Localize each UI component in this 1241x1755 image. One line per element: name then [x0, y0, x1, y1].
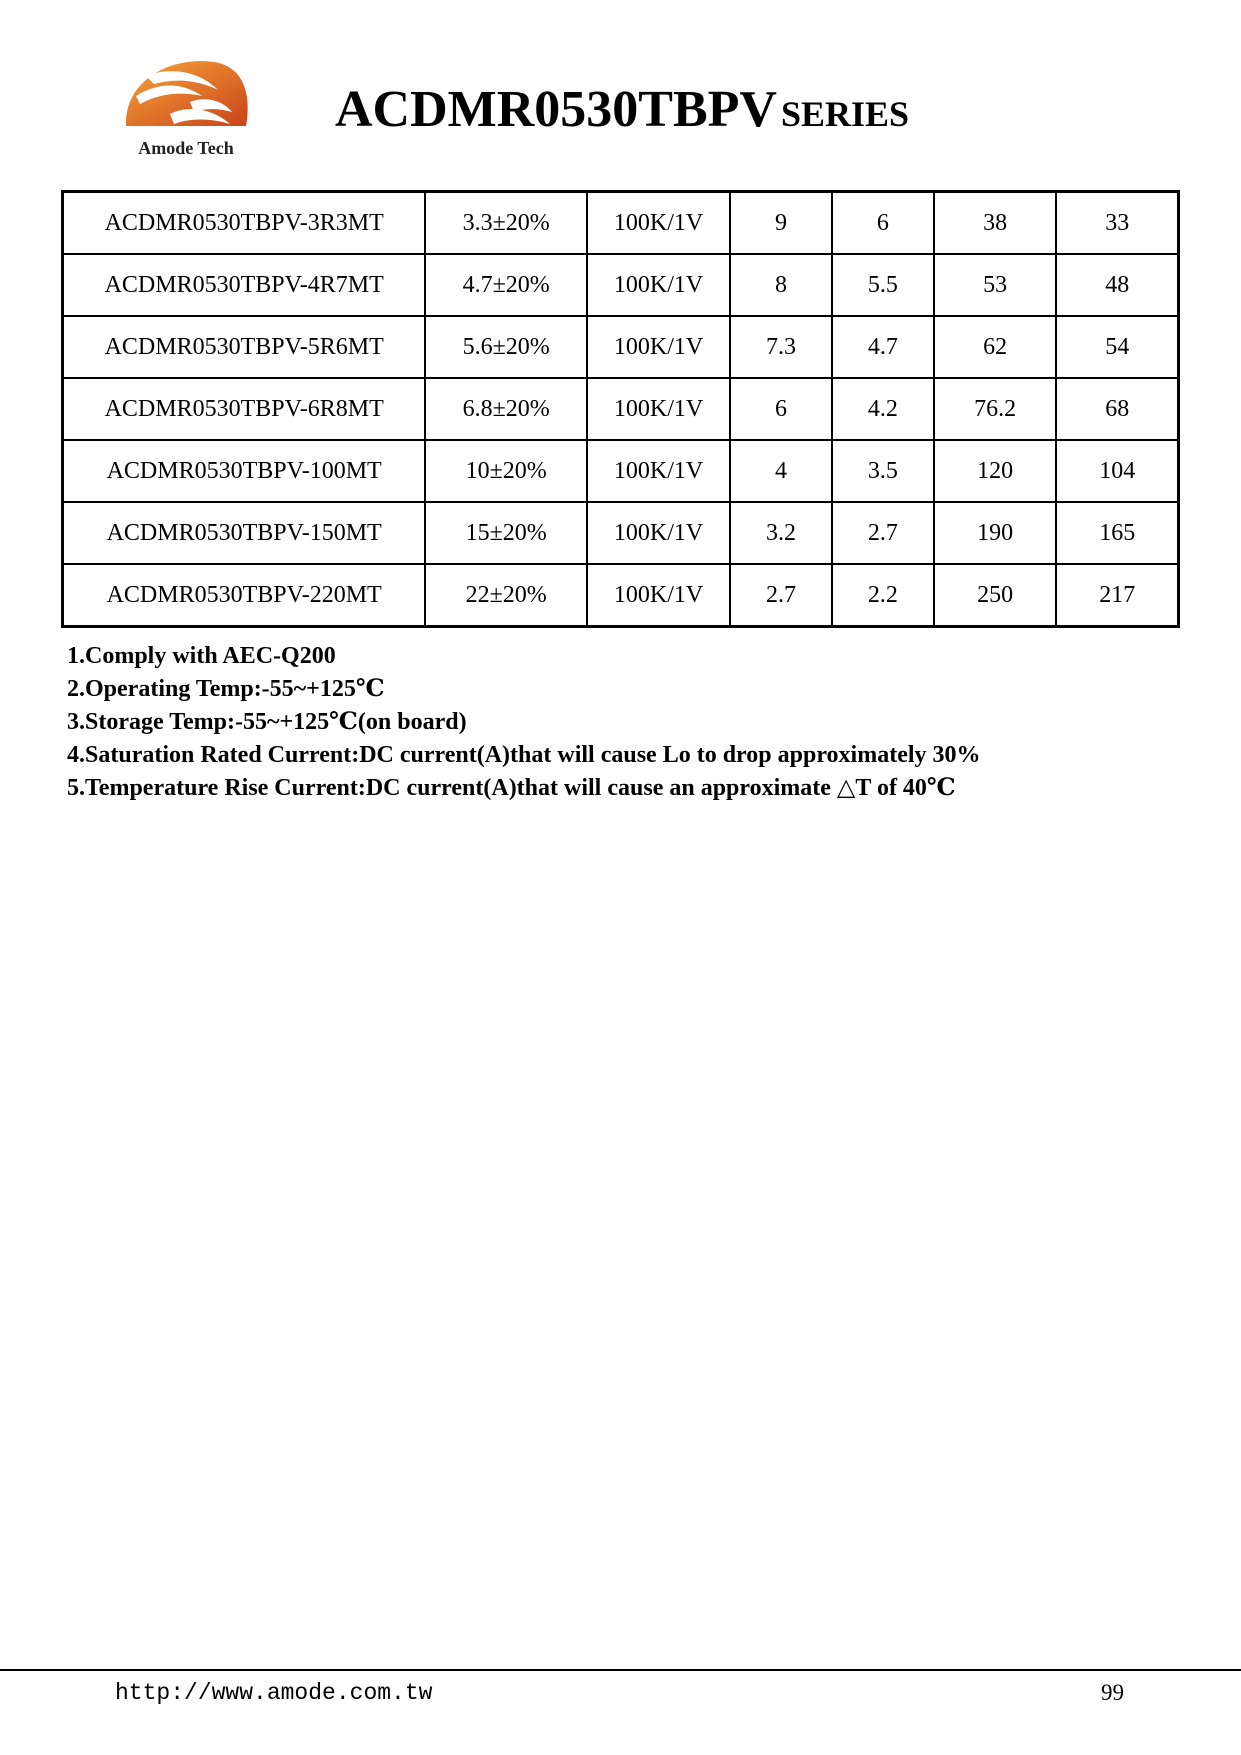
note-item: 2.Operating Temp:-55~+125℃	[67, 676, 385, 702]
table-cell: 6	[832, 192, 934, 255]
table-row	[63, 316, 1179, 378]
table-cell: 53	[934, 254, 1057, 316]
table-cell: 100K/1V	[587, 440, 730, 502]
table-row	[63, 440, 1179, 502]
table-cell: 100K/1V	[587, 192, 730, 255]
table-cell: 4.7±20%	[425, 254, 587, 316]
table-cell: 4	[730, 440, 832, 502]
table-row	[63, 254, 1179, 316]
table-cell: ACDMR0530TBPV-3R3MT	[63, 192, 426, 255]
page-title	[335, 80, 909, 139]
table-cell: 165	[1056, 502, 1178, 564]
footer-divider	[0, 1669, 1241, 1671]
table-row	[63, 192, 1179, 255]
table-cell: 8	[730, 254, 832, 316]
table-cell: 3.3±20%	[425, 192, 587, 255]
table-cell: 4.2	[832, 378, 934, 440]
table-row	[63, 564, 1179, 627]
table-cell: 190	[934, 502, 1057, 564]
table-cell: 3.5	[832, 440, 934, 502]
table-cell: 15±20%	[425, 502, 587, 564]
table-cell: 5.5	[832, 254, 934, 316]
table-cell: 68	[1056, 378, 1178, 440]
table-cell: ACDMR0530TBPV-6R8MT	[63, 378, 426, 440]
table-row	[63, 502, 1179, 564]
table-cell: 250	[934, 564, 1057, 627]
table-cell: 10±20%	[425, 440, 587, 502]
table-cell: 62	[934, 316, 1057, 378]
table-cell: 2.7	[832, 502, 934, 564]
notes-list	[67, 640, 981, 805]
table-cell: 217	[1056, 564, 1178, 627]
table-cell: 76.2	[934, 378, 1057, 440]
table-cell: 7.3	[730, 316, 832, 378]
series-title: ACDMR0530TBPV	[335, 81, 777, 138]
table-cell: ACDMR0530TBPV-220MT	[63, 564, 426, 627]
table-cell: 120	[934, 440, 1057, 502]
page-number: 99	[1101, 1680, 1124, 1705]
note-item: 1.Comply with AEC-Q200	[67, 643, 336, 669]
footer-url: http://www.amode.com.tw	[115, 1680, 433, 1706]
table-cell: 22±20%	[425, 564, 587, 627]
series-suffix: SERIES	[780, 94, 910, 134]
table-cell: 6	[730, 378, 832, 440]
table-cell: ACDMR0530TBPV-150MT	[63, 502, 426, 564]
table-row	[63, 378, 1179, 440]
table-cell: ACDMR0530TBPV-100MT	[63, 440, 426, 502]
table-cell: ACDMR0530TBPV-4R7MT	[63, 254, 426, 316]
table-cell: 2.7	[730, 564, 832, 627]
logo-text: Amode Tech	[138, 138, 234, 158]
table-cell: 38	[934, 192, 1057, 255]
table-cell: 54	[1056, 316, 1178, 378]
note-item: 3.Storage Temp:-55~+125℃(on board)	[67, 709, 467, 735]
table-cell: 6.8±20%	[425, 378, 587, 440]
table-cell: 2.2	[832, 564, 934, 627]
table-cell: 100K/1V	[587, 564, 730, 627]
table-cell: 3.2	[730, 502, 832, 564]
spec-table	[61, 190, 1180, 628]
company-logo	[118, 52, 254, 164]
table-cell: 4.7	[832, 316, 934, 378]
table-cell: ACDMR0530TBPV-5R6MT	[63, 316, 426, 378]
table-cell: 33	[1056, 192, 1178, 255]
table-cell: 48	[1056, 254, 1178, 316]
logo-flame-icon	[118, 52, 254, 138]
table-cell: 100K/1V	[587, 378, 730, 440]
table-cell: 9	[730, 192, 832, 255]
table-cell: 100K/1V	[587, 254, 730, 316]
table-cell: 5.6±20%	[425, 316, 587, 378]
table-cell: 100K/1V	[587, 502, 730, 564]
table-cell: 104	[1056, 440, 1178, 502]
note-item: 5.Temperature Rise Current:DC current(A)that will cause an approximate △T of 40℃	[67, 775, 956, 801]
note-item: 4.Saturation Rated Current:DC current(A)that will cause Lo to drop approximately 30%	[67, 742, 981, 768]
table-cell: 100K/1V	[587, 316, 730, 378]
